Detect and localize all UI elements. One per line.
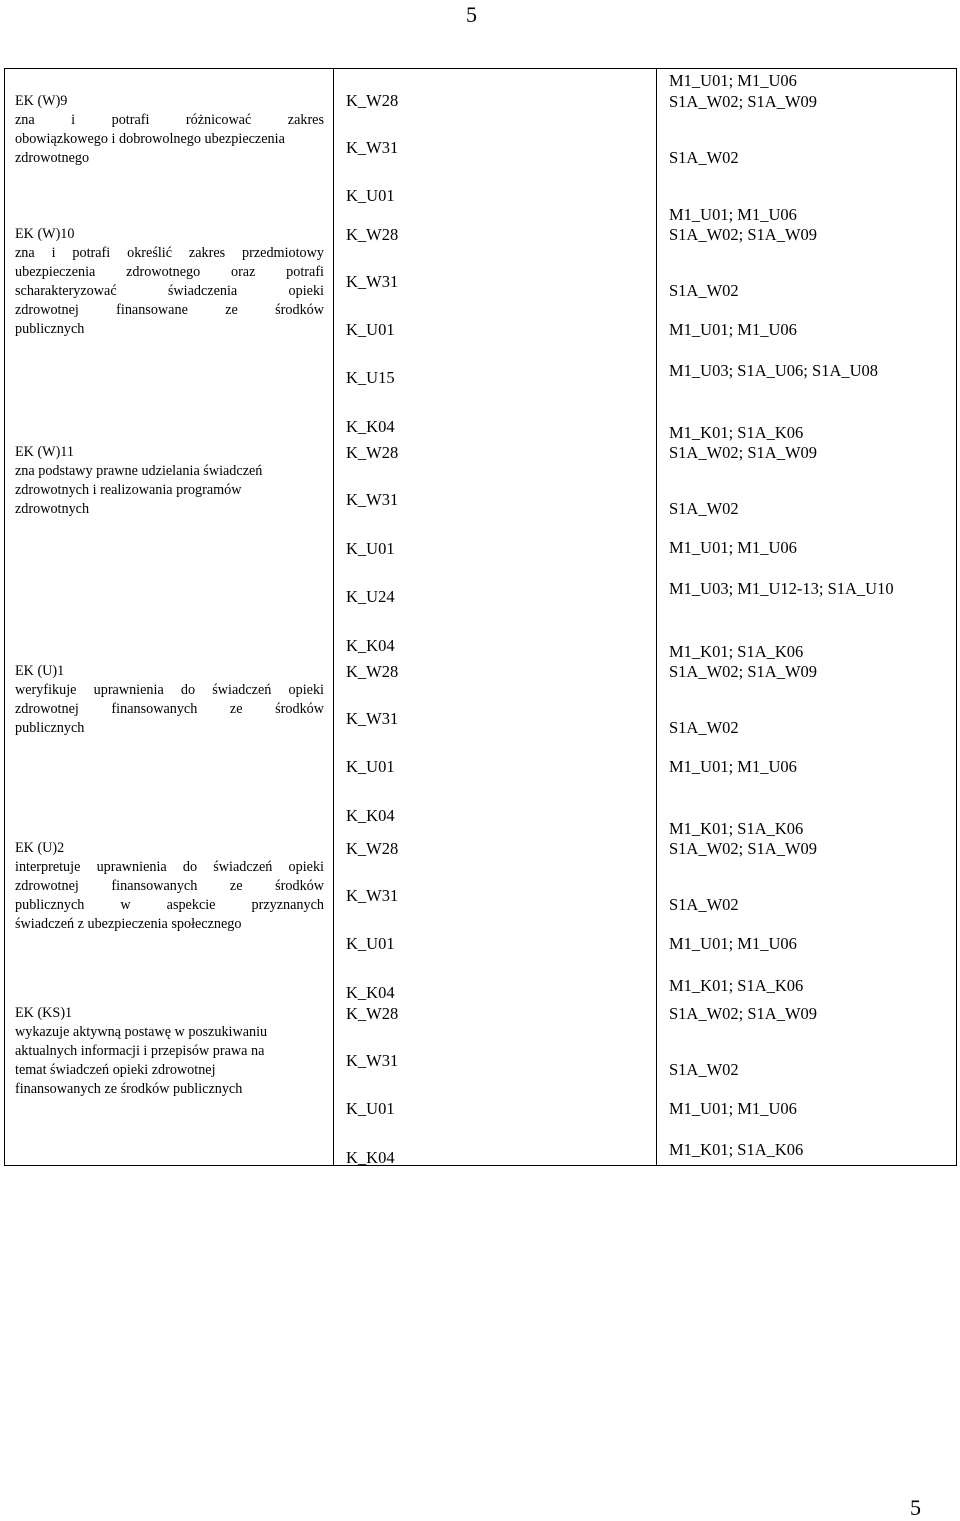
m-code: S1A_W02; S1A_W09 [669,839,818,858]
k-code: K_K04 [346,636,395,655]
m-code: M1_U01; M1_U06 [669,1099,797,1118]
k-code: K_W28 [346,662,399,681]
k-code: K_K04 [346,1148,395,1167]
description-line: interpretuje uprawnienia do świadczeń opieki [15,859,324,876]
m-code: M1_U03; S1A_U06; S1A_U08 [669,361,879,380]
k-code: K_W31 [346,272,399,291]
page-number-top: 5 [466,2,477,27]
m-code: S1A_W02; S1A_W09 [669,92,818,111]
k-code: K_U01 [346,757,395,776]
m-code: M1_U01; M1_U06 [669,205,797,224]
k-code: K_U01 [346,186,395,205]
k-code: K_U15 [346,368,395,387]
description-line: zdrowotnych i realizowania programów [15,482,242,499]
k-code: K_K04 [346,983,395,1002]
k-code: K_K04 [346,806,395,825]
k-code: K_U01 [346,934,395,953]
k-code: K_W31 [346,709,399,728]
k-code: K_W31 [346,490,399,509]
description-line: aktualnych informacji i przepisów prawa na [15,1043,265,1060]
k-code: K_W28 [346,91,399,110]
description-line: finansowanych ze środków publicznych [15,1081,243,1098]
description-line: zdrowotnych [15,501,90,518]
m-code: M1_K01; S1A_K06 [669,642,804,661]
m-code: M1_K01; S1A_K06 [669,976,804,995]
m-code: S1A_W02 [669,718,739,737]
outcome-description [15,839,324,934]
m-code: S1A_W02; S1A_W09 [669,1004,818,1023]
k-code: K_W28 [346,1004,399,1023]
m-code: S1A_W02 [669,148,739,167]
outcome-id: EK (W)10 [15,226,75,242]
page-number-bottom: 5 [910,1495,921,1520]
m-code: S1A_W02 [669,1060,739,1079]
k-code: K_K04 [346,417,395,436]
m-code: S1A_W02 [669,281,739,300]
description-line: zdrowotnej finansowanych ze środków [15,701,324,718]
outcome-id: EK (KS)1 [15,1005,73,1021]
outcome-id: EK (U)1 [15,663,65,679]
description-line: publicznych [15,720,85,737]
outcome-description [15,443,324,519]
column-divider-2 [656,68,657,1166]
description-line: zdrowotnej finansowanych ze środków [15,878,324,895]
description-line: temat świadczeń opieki zdrowotnej [15,1062,216,1079]
k-code: K_W31 [346,886,399,905]
k-code: K_W31 [346,1051,399,1070]
outcome-description [15,92,324,168]
description-line: obowiązkowego i dobrowolnego ubezpieczenia [15,131,285,148]
description-line: ubezpieczenia zdrowotnego oraz potrafi [15,264,324,281]
description-line: wykazuje aktywną postawę w poszukiwaniu [15,1024,268,1041]
outcome-id: EK (W)9 [15,93,68,109]
m-code: M1_U01; M1_U06 [669,538,797,557]
description-line: zdrowotnego [15,150,90,167]
outcome-id: EK (U)2 [15,840,65,856]
m-code: M1_U03; M1_U12-13; S1A_U10 [669,579,894,598]
description-line: zdrowotnej finansowane ze środków [15,302,324,319]
m-code: M1_U01; M1_U06 [669,757,797,776]
k-code: K_U01 [346,539,395,558]
m-code: S1A_W02; S1A_W09 [669,662,818,681]
m-code: S1A_W02; S1A_W09 [669,225,818,244]
description-line: zna podstawy prawne udzielania świadczeń [15,463,263,480]
description-line: zna i potrafi określić zakres przedmiotowy [15,245,324,262]
m-code: M1_U01; M1_U06 [669,71,797,90]
k-code: K_W28 [346,225,399,244]
description-line: scharakteryzować świadczenia opieki [15,283,324,300]
description-line: zna i potrafi różnicować zakres [15,112,324,129]
m-code: S1A_W02 [669,895,739,914]
k-code: K_W28 [346,443,399,462]
m-code: M1_U01; M1_U06 [669,934,797,953]
column-divider-1 [333,68,334,1166]
k-code: K_W28 [346,839,399,858]
description-line: publicznych [15,321,85,338]
outcome-description [15,1004,324,1099]
description-line: świadczeń z ubezpieczenia społecznego [15,916,242,933]
k-code: K_U01 [346,1099,395,1118]
description-line: weryfikuje uprawnienia do świadczeń opieki [15,682,324,699]
m-code: M1_K01; S1A_K06 [669,819,804,838]
outcome-id: EK (W)11 [15,444,74,460]
m-code: S1A_W02 [669,499,739,518]
outcome-description [15,225,324,340]
m-code: M1_K01; S1A_K06 [669,1140,804,1159]
k-code: K_W31 [346,138,399,157]
k-code: K_U01 [346,320,395,339]
m-code: M1_U01; M1_U06 [669,320,797,339]
m-code: M1_K01; S1A_K06 [669,423,804,442]
m-code: S1A_W02; S1A_W09 [669,443,818,462]
k-code: K_U24 [346,587,395,606]
outcome-description [15,662,324,738]
description-line: publicznych w aspekcie przyznanych [15,897,324,914]
